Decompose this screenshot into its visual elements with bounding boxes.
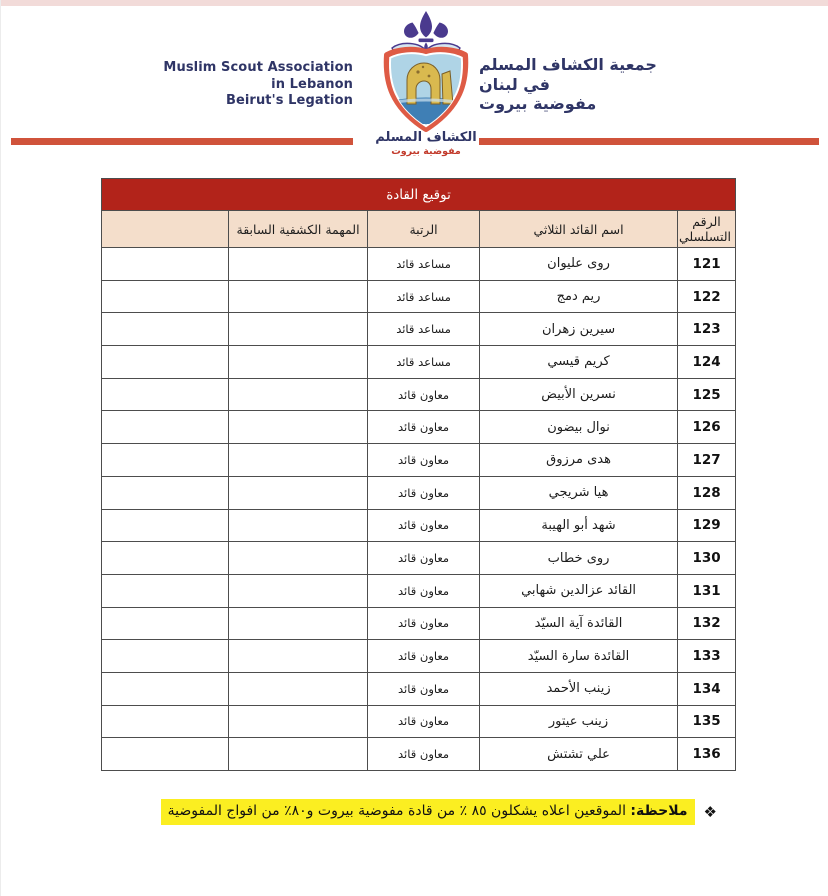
- org-ar-line1: جمعية الكشاف المسلم: [479, 55, 657, 74]
- leader-name-cell: شهد أبو الهيبة: [480, 509, 678, 542]
- leader-name-cell: زينب الأحمد: [480, 672, 678, 705]
- previous-mission-cell: [229, 542, 368, 575]
- leader-name-cell: هدى مرزوق: [480, 444, 678, 477]
- rank-cell: معاون قائد: [368, 738, 480, 771]
- rank-cell: معاون قائد: [368, 476, 480, 509]
- signature-cell: [102, 705, 229, 738]
- footnote-body: الموقعين اعلاه يشكلون ٨٥ ٪ من قادة مفوضية بيروت و٨٠٪ من افواج المفوضية: [167, 803, 631, 819]
- previous-mission-cell: [229, 313, 368, 346]
- logo-caption-subtitle: مفوضية بيروت: [391, 146, 461, 157]
- rank-cell: مساعد قائد: [368, 346, 480, 379]
- column-header-signature: [102, 211, 229, 248]
- column-header-name: اسم القائد الثلاثي: [480, 211, 678, 248]
- table-banner-row: [102, 179, 736, 211]
- table-row: [102, 509, 736, 542]
- org-en-line1: Muslim Scout Association: [163, 60, 353, 75]
- leader-name-cell: هيا شريجي: [480, 476, 678, 509]
- leaders-signature-table: [101, 178, 736, 771]
- table-row: [102, 248, 736, 281]
- previous-mission-cell: [229, 705, 368, 738]
- diamond-bullet-icon: ❖: [703, 802, 717, 821]
- leader-name-cell: كريم قيسي: [480, 346, 678, 379]
- footnote-label: ملاحظة:: [630, 803, 688, 819]
- serial-number-cell: 131: [678, 574, 736, 607]
- serial-number-cell: 133: [678, 640, 736, 673]
- leader-name-cell: القائد عزالدين شهابي: [480, 574, 678, 607]
- table-banner-title: توقيع القادة: [102, 179, 736, 211]
- rank-cell: معاون قائد: [368, 542, 480, 575]
- leader-name-cell: القائدة آية السيّد: [480, 607, 678, 640]
- serial-number-cell: 123: [678, 313, 736, 346]
- org-name-arabic: [479, 55, 779, 114]
- leader-name-cell: ريم دمج: [480, 280, 678, 313]
- serial-number-cell: 135: [678, 705, 736, 738]
- table-row: [102, 346, 736, 379]
- rank-cell: معاون قائد: [368, 378, 480, 411]
- rank-cell: معاون قائد: [368, 574, 480, 607]
- scout-association-logo: [374, 10, 478, 157]
- previous-mission-cell: [229, 378, 368, 411]
- previous-mission-cell: [229, 509, 368, 542]
- column-header-rank: الرتبة: [368, 211, 480, 248]
- serial-number-cell: 132: [678, 607, 736, 640]
- signature-cell: [102, 280, 229, 313]
- scan-edge-artifact: [1, 0, 828, 6]
- serial-number-cell: 129: [678, 509, 736, 542]
- table-row: [102, 280, 736, 313]
- signature-cell: [102, 248, 229, 281]
- previous-mission-cell: [229, 248, 368, 281]
- previous-mission-cell: [229, 738, 368, 771]
- leader-name-cell: زينب عيتور: [480, 705, 678, 738]
- signature-cell: [102, 346, 229, 379]
- table-header-row: [102, 211, 736, 248]
- rank-cell: مساعد قائد: [368, 280, 480, 313]
- signature-cell: [102, 509, 229, 542]
- signature-cell: [102, 574, 229, 607]
- column-header-mission: المهمة الكشفية السابقة: [229, 211, 368, 248]
- previous-mission-cell: [229, 280, 368, 313]
- leader-name-cell: نوال بيضون: [480, 411, 678, 444]
- leader-name-cell: روى عليوان: [480, 248, 678, 281]
- leader-name-cell: علي تشتش: [480, 738, 678, 771]
- serial-number-cell: 124: [678, 346, 736, 379]
- org-en-line2: in Lebanon: [271, 76, 353, 92]
- serial-number-cell: 130: [678, 542, 736, 575]
- table-row: [102, 574, 736, 607]
- previous-mission-cell: [229, 574, 368, 607]
- leader-name-cell: سيرين زهران: [480, 313, 678, 346]
- logo-caption-title: الكشاف المسلم: [375, 130, 477, 145]
- table-row: [102, 378, 736, 411]
- serial-number-cell: 126: [678, 411, 736, 444]
- signature-cell: [102, 607, 229, 640]
- table-row: [102, 542, 736, 575]
- org-en-line3: Beirut's Legation: [225, 93, 353, 108]
- signature-cell: [102, 476, 229, 509]
- serial-number-cell: 128: [678, 476, 736, 509]
- footnote: [161, 799, 717, 825]
- rank-cell: مساعد قائد: [368, 313, 480, 346]
- footnote-highlighted-text: [161, 799, 695, 825]
- signature-cell: [102, 640, 229, 673]
- signature-cell: [102, 313, 229, 346]
- leader-name-cell: القائدة سارة السيّد: [480, 640, 678, 673]
- table-row: [102, 607, 736, 640]
- leaders-table-body: [102, 179, 736, 771]
- previous-mission-cell: [229, 411, 368, 444]
- signature-cell: [102, 542, 229, 575]
- org-ar-line2: في لبنان: [479, 74, 550, 94]
- serial-number-cell: 136: [678, 738, 736, 771]
- leader-name-cell: نسرين الأبيض: [480, 378, 678, 411]
- table-row: [102, 444, 736, 477]
- rank-cell: مساعد قائد: [368, 248, 480, 281]
- previous-mission-cell: [229, 640, 368, 673]
- rank-cell: معاون قائد: [368, 607, 480, 640]
- serial-number-cell: 121: [678, 248, 736, 281]
- previous-mission-cell: [229, 672, 368, 705]
- rank-cell: معاون قائد: [368, 640, 480, 673]
- table-row: [102, 672, 736, 705]
- rank-cell: معاون قائد: [368, 672, 480, 705]
- rank-cell: معاون قائد: [368, 509, 480, 542]
- signature-cell: [102, 411, 229, 444]
- serial-number-cell: 134: [678, 672, 736, 705]
- table-row: [102, 738, 736, 771]
- table-row: [102, 476, 736, 509]
- org-name-english: [93, 60, 353, 110]
- table-row: [102, 411, 736, 444]
- leader-name-cell: روى خطاب: [480, 542, 678, 575]
- serial-number-cell: 125: [678, 378, 736, 411]
- scout-shield-emblem-icon: [374, 10, 478, 132]
- header-divider-left: [11, 138, 353, 145]
- table-row: [102, 313, 736, 346]
- previous-mission-cell: [229, 607, 368, 640]
- column-header-serial: الرقم التسلسلي: [678, 211, 736, 248]
- rank-cell: معاون قائد: [368, 411, 480, 444]
- serial-number-cell: 127: [678, 444, 736, 477]
- org-ar-line3: مفوضية بيروت: [479, 94, 597, 113]
- table-row: [102, 640, 736, 673]
- previous-mission-cell: [229, 444, 368, 477]
- previous-mission-cell: [229, 346, 368, 379]
- signature-cell: [102, 378, 229, 411]
- rank-cell: معاون قائد: [368, 705, 480, 738]
- previous-mission-cell: [229, 476, 368, 509]
- signature-cell: [102, 672, 229, 705]
- rank-cell: معاون قائد: [368, 444, 480, 477]
- signature-cell: [102, 444, 229, 477]
- signature-cell: [102, 738, 229, 771]
- table-row: [102, 705, 736, 738]
- serial-number-cell: 122: [678, 280, 736, 313]
- header-divider-right: [479, 138, 819, 145]
